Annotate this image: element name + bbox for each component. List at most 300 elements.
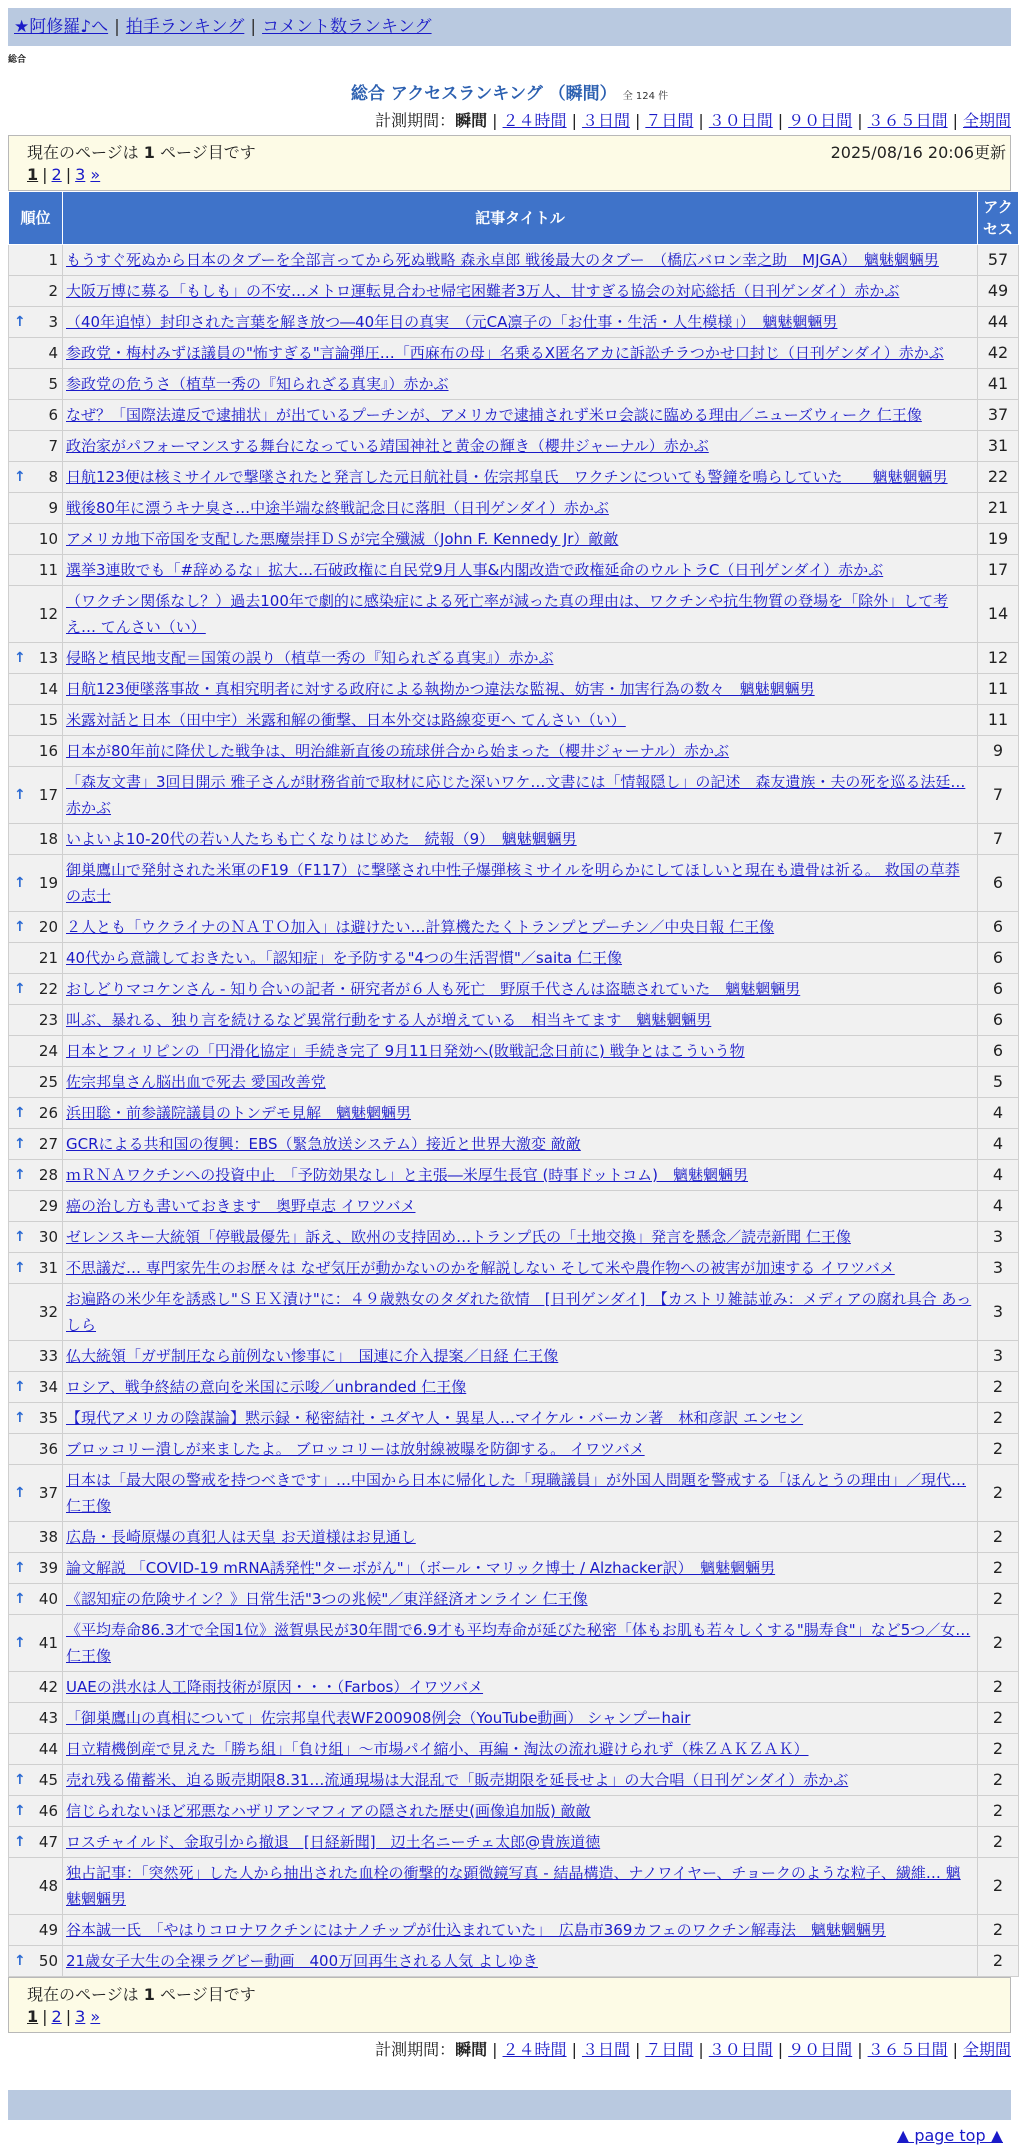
pager-next-link[interactable]: » — [90, 2007, 101, 2026]
table-row — [9, 1796, 1019, 1827]
rank-cell — [9, 943, 63, 974]
article-link[interactable]: 日航123便墜落事故・真相究明者に対する政府による執拗かつ違法な監視、妨害・加害行為の数々 魑魅魍魎男 — [66, 680, 815, 698]
rank-cell — [9, 643, 63, 674]
access-count: 9 — [978, 736, 1019, 767]
access-count: 5 — [978, 1067, 1019, 1098]
table-row — [9, 1522, 1019, 1553]
table-row — [9, 943, 1019, 974]
applause-ranking-link[interactable]: 拍手ランキング — [125, 17, 245, 37]
rank-number: 2 — [48, 282, 58, 300]
title-cell — [63, 1915, 978, 1946]
table-row — [9, 338, 1019, 369]
article-link[interactable]: UAEの洪水は人工降雨技術が原因・・・（Farbos）イワツバメ — [66, 1678, 484, 1696]
rank-number: 26 — [38, 1104, 58, 1122]
period-option-link[interactable]: ３０日間 — [708, 2040, 773, 2059]
table-row — [9, 1129, 1019, 1160]
rank-number: 15 — [38, 711, 58, 729]
access-count: 17 — [978, 555, 1019, 586]
rank-number: 31 — [38, 1259, 58, 1277]
access-count: 11 — [978, 674, 1019, 705]
table-row — [9, 369, 1019, 400]
table-row — [9, 462, 1019, 493]
rank-number: 18 — [38, 830, 58, 848]
access-count: 3 — [978, 1253, 1019, 1284]
title-cell — [63, 245, 978, 276]
article-link[interactable]: 選挙3連敗でも「#辞めるな」拡大…石破政権に自民党9月人事&内閣改造で政権延命のウルトラC（日刊ゲンダイ）赤かぶ — [66, 561, 884, 579]
title-cell — [63, 1098, 978, 1129]
access-count: 49 — [978, 276, 1019, 307]
rank-number: 38 — [38, 1528, 58, 1546]
rank-cell — [9, 705, 63, 736]
article-link[interactable]: 40代から意識しておきたい。「認知症」を予防する"4つの生活習慣"／saita 仁王像 — [66, 949, 622, 967]
separator: | — [952, 2040, 958, 2059]
rank-number: 29 — [38, 1197, 58, 1215]
article-link[interactable]: 独占記事：「突然死」した人から抽出された血栓の衝撃的な顕微鏡写真 - 結晶構造、ナノワイヤー、チョークのような粒子、繊維… 魑魅魍魎男 — [66, 1864, 961, 1908]
article-link[interactable]: ロシア、戦争終結の意向を米国に示唆／unbranded 仁王像 — [66, 1378, 467, 1396]
rank-cell — [9, 1584, 63, 1615]
separator: | — [777, 111, 784, 130]
rank-cell — [9, 462, 63, 493]
comment-ranking-link[interactable]: コメント数ランキング — [262, 17, 432, 37]
article-link[interactable]: 政治家がパフォーマンスする舞台になっている靖国神社と黄金の輝き（櫻井ジャーナル）赤かぶ — [66, 437, 709, 455]
rank-cell — [9, 1341, 63, 1372]
title-cell — [63, 1796, 978, 1827]
top-nav-bar: ★阿修羅♪へ | 拍手ランキング | コメント数ランキング — [8, 8, 1011, 46]
title-cell — [63, 555, 978, 586]
table-row — [9, 1946, 1019, 1977]
total-count: 全 124 件 — [622, 91, 669, 102]
table-row — [9, 674, 1019, 705]
table-row — [9, 1915, 1019, 1946]
article-link[interactable]: 日本は「最大限の警戒を持つべきです」…中国から日本に帰化した「現職議員」が外国人問題を警戒する「ほんとうの理由」／現代… 仁王像 — [66, 1471, 967, 1515]
rank-up-icon: ↑ — [14, 1229, 26, 1245]
title-cell — [63, 1129, 978, 1160]
page-title: 総合 アクセスランキング （瞬間） — [350, 84, 617, 104]
rank-cell — [9, 767, 63, 824]
rank-number: 6 — [48, 406, 58, 424]
access-count: 2 — [978, 1734, 1019, 1765]
rank-up-icon: ↑ — [14, 1136, 26, 1152]
rank-number: 37 — [38, 1484, 58, 1502]
title-cell — [63, 1005, 978, 1036]
rank-cell — [9, 1005, 63, 1036]
period-option-link[interactable]: ２４時間 — [502, 111, 567, 130]
title-cell — [63, 1403, 978, 1434]
separator: | — [65, 2007, 72, 2026]
rank-number: 47 — [38, 1833, 58, 1851]
access-count: 7 — [978, 824, 1019, 855]
article-link[interactable]: 日立精機倒産で見えた「勝ち組」「負け組」～市場パイ縮小、再編・淘汰の流れ避けられず（株ＺＡＫＺＡＫ） — [66, 1740, 809, 1758]
rank-cell — [9, 1403, 63, 1434]
table-row — [9, 912, 1019, 943]
rank-number: 19 — [38, 874, 58, 892]
period-option-link[interactable]: ７日間 — [645, 2040, 694, 2059]
article-link[interactable]: 戦後80年に漂うキナ臭さ…中途半端な終戦記念日に落胆（日刊ゲンダイ）赤かぶ — [66, 499, 609, 517]
article-link[interactable]: 御巣鷹山で発射された米軍のF19（F117）に撃墜され中性子爆弾核ミサイルを明らかにしてほしいと現在も遺骨は祈る。 救国の草莽の志士 — [66, 861, 960, 905]
ranking-heading — [0, 79, 1019, 104]
article-link[interactable]: 論文解説 「COVID-19 mRNA誘発性"ターボがん"」（ボール・マリック博士 / Alzhacker訳） 魑魅魍魎男 — [66, 1559, 776, 1577]
rank-number: 45 — [38, 1771, 58, 1789]
rank-cell — [9, 1036, 63, 1067]
title-cell — [63, 974, 978, 1005]
pager-current: 1 — [27, 2007, 39, 2026]
rank-number: 39 — [38, 1559, 58, 1577]
rank-cell — [9, 555, 63, 586]
rank-cell — [9, 1734, 63, 1765]
rank-number: 12 — [38, 605, 58, 623]
title-cell — [63, 493, 978, 524]
access-count: 2 — [978, 1553, 1019, 1584]
access-count: 12 — [978, 643, 1019, 674]
rank-up-icon: ↑ — [14, 981, 26, 997]
separator: | — [857, 111, 863, 130]
rank-number: 1 — [48, 251, 58, 269]
access-count: 41 — [978, 369, 1019, 400]
title-cell — [63, 705, 978, 736]
rank-up-icon: ↑ — [14, 875, 26, 891]
article-link[interactable]: 広島・長崎原爆の真犯人は天皇 お天道様はお見通し — [66, 1528, 416, 1546]
rank-cell — [9, 338, 63, 369]
rank-header: 順位 — [9, 192, 63, 245]
article-link[interactable]: いよいよ10-20代の若い人たちも亡くなりはじめた 続報（9） 魑魅魍魎男 — [66, 830, 577, 848]
rank-cell — [9, 307, 63, 338]
title-cell — [63, 1946, 978, 1977]
table-row — [9, 1734, 1019, 1765]
rank-number: 21 — [38, 949, 58, 967]
table-row — [9, 1098, 1019, 1129]
separator: | — [571, 2040, 577, 2059]
title-cell — [63, 276, 978, 307]
rank-number: 7 — [48, 437, 58, 455]
rank-up-icon: ↑ — [14, 1834, 26, 1850]
article-link[interactable]: お遍路の米少年を誘惑し"ＳＥＸ漬け"に：４９歳熟女のタダれた欲情 [日刊ゲンダイ] 【カストリ雑誌並み：メディアの腐れ具合 あっしら — [66, 1290, 972, 1334]
access-count: 2 — [978, 1858, 1019, 1915]
article-link[interactable]: おしどりマコケンさん - 知り合いの記者・研究者が６人も死亡 野原千代さんは盗聴されていた 魑魅魍魎男 — [66, 980, 801, 998]
rank-cell — [9, 1465, 63, 1522]
title-cell — [63, 400, 978, 431]
access-count: 14 — [978, 586, 1019, 643]
title-cell — [63, 1765, 978, 1796]
rank-number: 48 — [38, 1877, 58, 1895]
period-label: 計測期間： — [375, 111, 456, 130]
rank-cell — [9, 1615, 63, 1672]
article-link[interactable]: 浜田聡・前参議院議員のトンデモ見解 魑魅魍魎男 — [66, 1104, 412, 1122]
period-option-link[interactable]: ３日間 — [581, 2040, 630, 2059]
period-option-link[interactable]: ９０日間 — [788, 2040, 853, 2059]
period-option-link[interactable]: ９０日間 — [788, 111, 853, 130]
rank-cell — [9, 1522, 63, 1553]
separator: | — [698, 111, 704, 130]
table-row — [9, 1036, 1019, 1067]
period-option-link[interactable]: ３６５日間 — [867, 111, 948, 130]
rank-number: 10 — [38, 530, 58, 548]
table-row — [9, 1222, 1019, 1253]
article-link[interactable]: 癌の治し方も書いておきます 奥野卓志 イワツバメ — [66, 1197, 416, 1215]
rank-number: 35 — [38, 1409, 58, 1427]
rank-up-icon: ↑ — [14, 919, 26, 935]
article-link[interactable]: （ワクチン関係なし？）過去100年で劇的に感染症による死亡率が減った真の理由は、ワクチンや抗生物質の登場を「除外」して考え… てんさい（い） — [66, 592, 949, 636]
title-cell — [63, 1372, 978, 1403]
rank-up-icon: ↑ — [14, 1485, 26, 1501]
access-count: 2 — [978, 1703, 1019, 1734]
article-link[interactable]: ｍＲＮＡワクチンへの投資中止 「予防効果なし」と主張―米厚生長官 (時事ドットコム) 魑魅魍魎男 — [66, 1166, 749, 1184]
rank-number: 41 — [38, 1634, 58, 1652]
table-row — [9, 1403, 1019, 1434]
article-link[interactable]: （40年追悼）封印された言葉を解き放つ―40年目の真実 （元CA凛子の「お仕事・生活・人生模様」） 魑魅魍魎男 — [66, 313, 838, 331]
title-cell — [63, 1615, 978, 1672]
rank-cell — [9, 1129, 63, 1160]
title-cell — [63, 1036, 978, 1067]
rank-number: 14 — [38, 680, 58, 698]
table-row — [9, 705, 1019, 736]
period-option-link[interactable]: ３０日間 — [708, 111, 773, 130]
rank-number: 20 — [38, 918, 58, 936]
rank-number: 11 — [38, 561, 58, 579]
rank-cell — [9, 1191, 63, 1222]
access-count: 3 — [978, 1222, 1019, 1253]
article-link[interactable]: ロスチャイルド、金取引から撤退 [日経新聞] 辺土名ニーチェ太郎@貴族道徳 — [66, 1833, 601, 1851]
access-count: 2 — [978, 1946, 1019, 1977]
table-row — [9, 245, 1019, 276]
rank-up-icon: ↑ — [14, 1803, 26, 1819]
article-link[interactable]: 21歳女子大生の全裸ラグビー動画 400万回再生される人気 よしゆき — [66, 1952, 538, 1970]
access-count: 21 — [978, 493, 1019, 524]
ranking-table — [8, 191, 1019, 1977]
access-count: 57 — [978, 245, 1019, 276]
access-count: 2 — [978, 1615, 1019, 1672]
period-option-link[interactable]: ３６５日間 — [867, 2040, 948, 2059]
separator: | — [857, 2040, 863, 2059]
article-link[interactable]: 大阪万博に募る「もしも」の不安…メトロ運転見合わせ帰宅困難者3万人、甘すぎる協会の対応総括（日刊ゲンダイ）赤かぶ — [66, 282, 900, 300]
table-row — [9, 974, 1019, 1005]
pager-page-link[interactable]: 3 — [75, 165, 86, 184]
period-option-link[interactable]: ７日間 — [645, 111, 694, 130]
rank-cell — [9, 674, 63, 705]
rank-number: 3 — [48, 313, 58, 331]
article-link[interactable]: アメリカ地下帝国を支配した悪魔崇拝ＤＳが完全殲滅（John F. Kennedy Jr）敵敵 — [66, 530, 619, 548]
rank-cell — [9, 1765, 63, 1796]
rank-up-icon: ↑ — [14, 314, 26, 330]
access-count: 2 — [978, 1827, 1019, 1858]
rank-cell — [9, 1372, 63, 1403]
rank-cell — [9, 276, 63, 307]
rank-number: 30 — [38, 1228, 58, 1246]
rank-number: 17 — [38, 786, 58, 804]
article-link[interactable]: 【現代アメリカの陰謀論】黙示録・秘密結社・ユダヤ人・異星人…マイケル・バーカン著 林和彦訳 エンセン — [66, 1409, 804, 1427]
article-link[interactable]: 《認知症の危険サイン？》日常生活"3つの兆候"／東洋経済オンライン 仁王像 — [66, 1590, 588, 1608]
access-count: 2 — [978, 1403, 1019, 1434]
rank-number: 40 — [38, 1590, 58, 1608]
article-link[interactable]: 《平均寿命86.3才で全国1位》滋賀県民が30年間で6.9才も平均寿命が延びた秘密「体もお肌も若々しくする"腸寿食"」など5つ／女… 仁王像 — [66, 1621, 971, 1665]
access-count: 4 — [978, 1160, 1019, 1191]
title-cell — [63, 1858, 978, 1915]
rank-number: 23 — [38, 1011, 58, 1029]
title-cell — [63, 338, 978, 369]
pager-page-link[interactable]: 3 — [75, 2007, 86, 2026]
home-link[interactable]: ★阿修羅♪へ — [14, 17, 109, 37]
article-link[interactable]: 米露対話と日本（田中宇）米露和解の衝撃、日本外交は路線変更へ てんさい（い） — [66, 711, 626, 729]
separator: | — [65, 165, 72, 184]
separator: | — [777, 2040, 784, 2059]
article-link[interactable]: 「森友文書」3回目開示 雅子さんが財務省前で取材に応じた深いワケ…文書には「情報隠し」の記述 森友遺族・夫の死を巡る法廷… 赤かぶ — [66, 773, 966, 817]
access-count: 6 — [978, 1036, 1019, 1067]
rank-up-icon: ↑ — [14, 1260, 26, 1276]
article-link[interactable]: ２人とも「ウクライナのＮＡＴＯ加入」は避けたい…計算機たたくトランプとプーチン／中央日報 仁王像 — [66, 918, 775, 936]
rank-up-icon: ↑ — [14, 1560, 26, 1576]
rank-cell — [9, 1796, 63, 1827]
rank-cell — [9, 1067, 63, 1098]
table-row — [9, 1372, 1019, 1403]
page-top-link[interactable]: ▲ page top ▲ — [896, 2126, 1003, 2145]
access-count: 2 — [978, 1915, 1019, 1946]
rank-number: 27 — [38, 1135, 58, 1153]
access-count: 6 — [978, 943, 1019, 974]
access-count: 2 — [978, 1372, 1019, 1403]
title-cell — [63, 1067, 978, 1098]
title-cell — [63, 1253, 978, 1284]
table-row — [9, 643, 1019, 674]
access-count: 4 — [978, 1098, 1019, 1129]
access-count: 11 — [978, 705, 1019, 736]
rank-up-icon: ↑ — [14, 1105, 26, 1121]
rank-cell — [9, 1098, 63, 1129]
article-link[interactable]: 売れ残る備蓄米、迫る販売期限8.31…流通現場は大混乱で「販売期限を延長せよ」の大合唱（日刊ゲンダイ）赤かぶ — [66, 1771, 849, 1789]
pager-page-link[interactable]: 2 — [51, 165, 62, 184]
separator: | — [42, 165, 48, 184]
rank-cell — [9, 586, 63, 643]
rank-up-icon: ↑ — [14, 1591, 26, 1607]
rank-cell — [9, 1553, 63, 1584]
title-cell — [63, 1522, 978, 1553]
rank-up-icon: ↑ — [14, 1772, 26, 1788]
current-page-text: 現在のページは 1 ページ目です — [27, 143, 256, 162]
rank-number: 22 — [38, 980, 58, 998]
current-page-text-bottom: 現在のページは 1 ページ目です — [27, 1985, 256, 2004]
rank-up-icon: ↑ — [14, 469, 26, 485]
rank-cell — [9, 1253, 63, 1284]
rank-cell — [9, 1858, 63, 1915]
rank-cell — [9, 1703, 63, 1734]
article-link[interactable]: 「御巣鷹山の真相について」佐宗邦皇代表WF200908例会（YouTube動画） シャンプーhair — [66, 1709, 691, 1727]
article-link[interactable]: ブロッコリー潰しが来ましたよ。 ブロッコリーは放射線被曝を防御する。 イワツバメ — [66, 1440, 645, 1458]
pager-next-link[interactable]: » — [90, 165, 101, 184]
separator: | — [698, 2040, 704, 2059]
article-link[interactable]: 侵略と植民地支配＝国策の誤り（植草一秀の『知られざる真実』）赤かぶ — [66, 649, 554, 667]
rank-number: 50 — [38, 1952, 58, 1970]
title-cell — [63, 586, 978, 643]
title-cell — [63, 1672, 978, 1703]
article-link[interactable]: 叫ぶ、暴れる、独り言を続けるなど異常行動をする人が増えている 相当キてます 魑魅魍魎男 — [66, 1011, 712, 1029]
access-count: 2 — [978, 1522, 1019, 1553]
article-link[interactable]: 佐宗邦皇さん脳出血で死去 愛国改善党 — [66, 1073, 326, 1091]
access-count: 4 — [978, 1129, 1019, 1160]
access-count: 37 — [978, 400, 1019, 431]
article-link[interactable]: ゼレンスキー大統領「停戦最優先」訴え、欧州の支持固め…トランプ氏の「土地交換」発言を懸念／読売新聞 仁王像 — [66, 1228, 851, 1246]
title-cell — [63, 1827, 978, 1858]
rank-number: 16 — [38, 742, 58, 760]
title-cell — [63, 1703, 978, 1734]
article-link[interactable]: 参政党の危うさ（植草一秀の『知られざる真実』）赤かぶ — [66, 375, 449, 393]
updated-time: 2025/08/16 20:06更新 — [830, 143, 1006, 162]
rank-number: 24 — [38, 1042, 58, 1060]
article-link[interactable]: 信じられないほど邪悪なハザリアンマフィアの隠された歴史(画像追加版) 敵敵 — [66, 1802, 591, 1820]
period-option-link[interactable]: ２４時間 — [502, 2040, 567, 2059]
title-cell — [63, 736, 978, 767]
access-count: 2 — [978, 1434, 1019, 1465]
period-label: 計測期間： — [375, 2040, 456, 2059]
access-count: 4 — [978, 1191, 1019, 1222]
table-row — [9, 1465, 1019, 1522]
title-cell — [63, 912, 978, 943]
rank-cell — [9, 824, 63, 855]
table-row — [9, 855, 1019, 912]
article-link[interactable]: 谷本誠一氏 「やはりコロナワクチンにはナノチップが仕込まれていた」 広島市369カフェのワクチン解毒法 魑魅魍魎男 — [66, 1921, 886, 1939]
title-cell — [63, 1584, 978, 1615]
rank-cell — [9, 524, 63, 555]
title-header: 記事タイトル — [63, 192, 978, 245]
pager-page-link[interactable]: 2 — [51, 2007, 62, 2026]
table-row — [9, 1553, 1019, 1584]
rank-up-icon: ↑ — [14, 1635, 26, 1651]
access-count: 6 — [978, 855, 1019, 912]
article-link[interactable]: 仏大統領「ガザ制圧なら前例ない惨事に」 国連に介入提案／日経 仁王像 — [66, 1347, 559, 1365]
title-cell — [63, 767, 978, 824]
title-cell — [63, 431, 978, 462]
category-label: 総合 — [8, 55, 27, 65]
rank-cell — [9, 400, 63, 431]
access-header: アクセス — [978, 192, 1019, 245]
rank-number: 28 — [38, 1166, 58, 1184]
table-row — [9, 1827, 1019, 1858]
rank-number: 8 — [48, 468, 58, 486]
article-link[interactable]: 不思議だ… 専門家先生のお歴々は なぜ気圧が動かないのかを解説しない そして米や農作物への被害が加速する イワツバメ — [66, 1259, 895, 1277]
period-option-link[interactable]: ３日間 — [581, 111, 630, 130]
rank-number: 36 — [38, 1440, 58, 1458]
rank-cell — [9, 1946, 63, 1977]
period-option-link[interactable]: 全期間 — [962, 111, 1011, 130]
rank-cell — [9, 1672, 63, 1703]
article-link[interactable]: なぜ？「国際法違反で逮捕状」が出ているプーチンが、アメリカで逮捕されず米ロ会談に臨める理由／ニューズウィーク 仁王像 — [66, 406, 922, 424]
rank-cell — [9, 1915, 63, 1946]
article-link[interactable]: 日本が80年前に降伏した戦争は、明治維新直後の琉球併合から始まった（櫻井ジャーナル）赤かぶ — [66, 742, 730, 760]
rank-cell — [9, 1434, 63, 1465]
article-link[interactable]: 日航123便は核ミサイルで撃墜されたと発言した元日航社員・佐宗邦皇氏 ワクチンについても警鐘を鳴らしていた 魑魅魍魎男 — [66, 468, 948, 486]
separator: | — [634, 2040, 641, 2059]
title-cell — [63, 943, 978, 974]
rank-cell — [9, 369, 63, 400]
table-row — [9, 1191, 1019, 1222]
rank-number: 13 — [38, 649, 58, 667]
table-row — [9, 1765, 1019, 1796]
table-row — [9, 493, 1019, 524]
rank-cell — [9, 1827, 63, 1858]
article-link[interactable]: GCRによる共和国の復興：EBS（緊急放送システム）接近と世界大激変 敵敵 — [66, 1135, 581, 1153]
period-option-link[interactable]: 全期間 — [962, 2040, 1011, 2059]
table-row — [9, 1341, 1019, 1372]
separator: | — [492, 2040, 498, 2059]
title-cell — [63, 824, 978, 855]
table-row — [9, 276, 1019, 307]
article-link[interactable]: 日本とフィリピンの「円滑化協定」手続き完了 9月11日発効へ(敗戦記念日前に) 戦争とはこういう物 — [66, 1042, 745, 1060]
table-row — [9, 1584, 1019, 1615]
rank-cell — [9, 1284, 63, 1341]
article-link[interactable]: もうすぐ死ぬから日本のタブーを全部言ってから死ぬ戦略 森永卓郎 戦後最大のタブー （橋広バロン幸之助 MJGA） 魑魅魍魎男 — [66, 251, 939, 269]
rank-up-icon: ↑ — [14, 1167, 26, 1183]
article-link[interactable]: 参政党・梅村みずほ議員の"怖すぎる"言論弾圧…「西麻布の母」名乗るX匿名アカに訴訟チラつかせ口封じ（日刊ゲンダイ）赤かぶ — [66, 344, 944, 362]
period-current: 瞬間 — [455, 111, 488, 130]
separator: | — [952, 111, 958, 130]
period-current: 瞬間 — [455, 2040, 488, 2059]
